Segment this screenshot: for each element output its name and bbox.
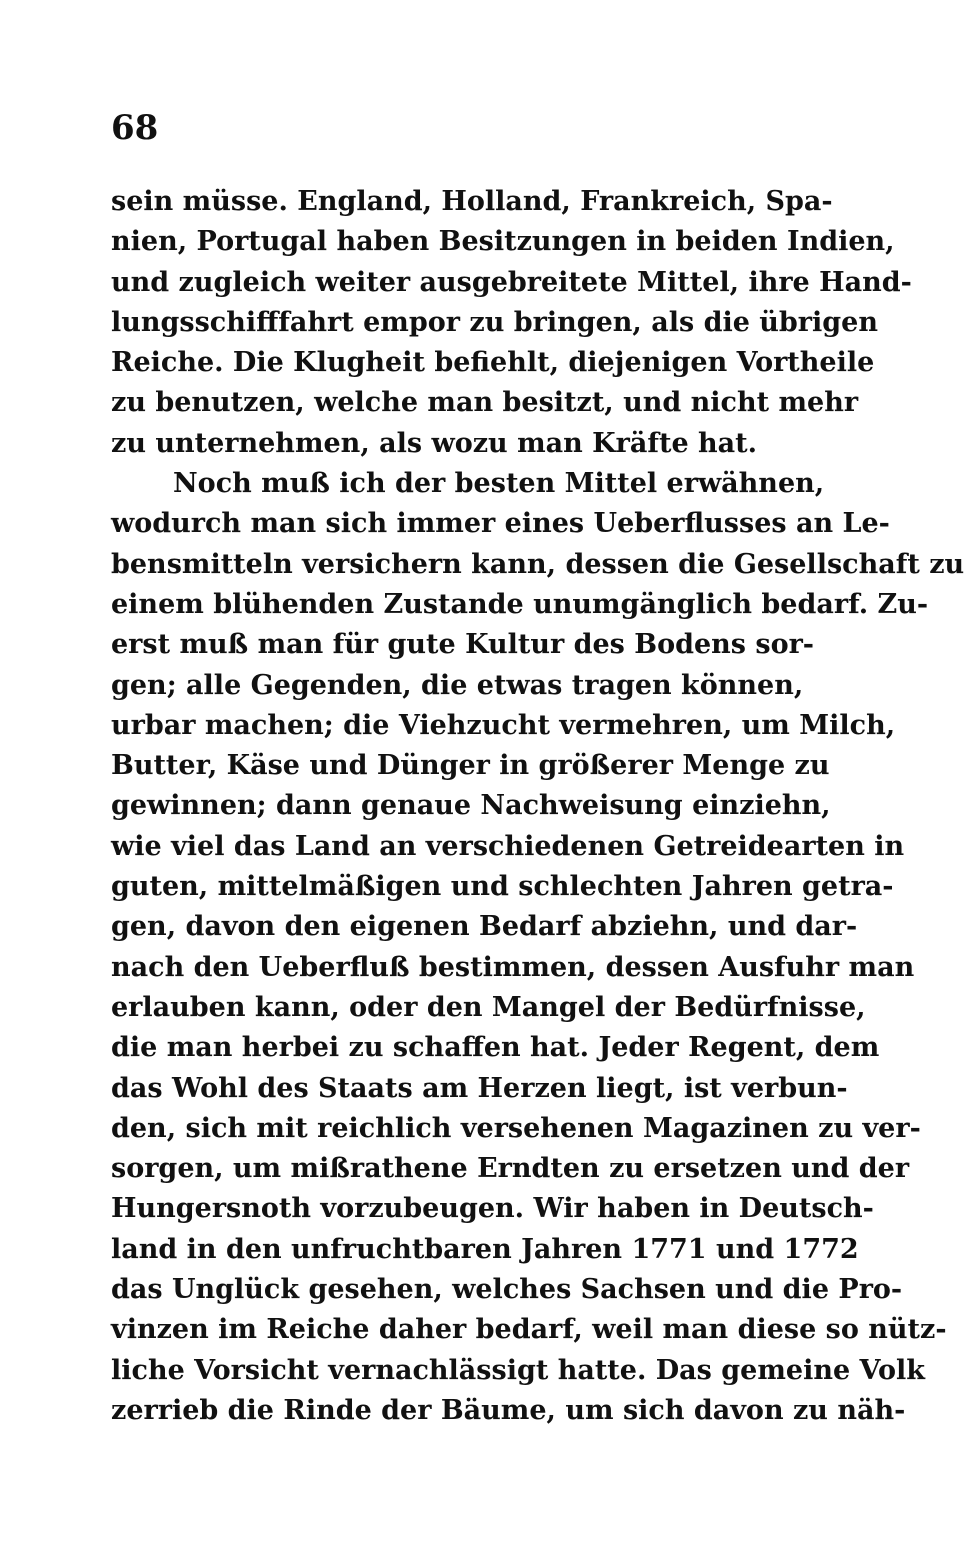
body-text <box>111 182 964 1431</box>
text-line: bensmitteln versichern kann, dessen die Gesellschaft zu <box>111 548 964 580</box>
text-line: wie viel das Land an verschiedenen Getreidearten in <box>111 830 905 862</box>
page-number: 68 <box>111 108 159 148</box>
text-line: Noch muß ich der besten Mittel erwähnen, <box>173 468 825 500</box>
text-line: Reiche. Die Klugheit befiehlt, diejenigen Vortheile <box>111 347 875 379</box>
text-line: gen, davon den eigenen Bedarf abziehn, und dar- <box>111 911 858 943</box>
text-line: erlauben kann, oder den Mangel der Bedürfnisse, <box>111 991 866 1023</box>
text-line: nien, Portugal haben Besitzungen in beiden Indien, <box>111 226 895 258</box>
text-line: den, sich mit reichlich versehenen Magazinen zu ver- <box>111 1112 921 1144</box>
text-line: lungsschifffahrt empor zu bringen, als die übrigen <box>111 306 878 338</box>
text-line: wodurch man sich immer eines Ueberflusses an Le- <box>111 508 890 540</box>
text-line: guten, mittelmäßigen und schlechten Jahren getra- <box>111 871 894 903</box>
text-line: zu unternehmen, als wozu man Kräfte hat. <box>111 427 758 459</box>
text-line: und zugleich weiter ausgebreitete Mittel, ihre Hand- <box>111 266 912 298</box>
text-line: gewinnen; dann genaue Nachweisung einziehn, <box>111 790 831 822</box>
text-line: urbar machen; die Viehzucht vermehren, um Milch, <box>111 709 896 741</box>
text-line: land in den unfruchtbaren Jahren 1771 und 1772 <box>111 1233 859 1265</box>
text-line: erst muß man für gute Kultur des Bodens sor- <box>111 629 815 661</box>
text-line: gen; alle Gegenden, die etwas tragen können, <box>111 669 804 701</box>
text-line: zu benutzen, welche man besitzt, und nicht mehr <box>111 387 859 419</box>
text-line: Butter, Käse und Dünger in größerer Menge zu <box>111 750 830 782</box>
text-line: das Unglück gesehen, welches Sachsen und die Pro- <box>111 1274 903 1306</box>
text-line: einem blühenden Zustande unumgänglich bedarf. Zu- <box>111 588 929 620</box>
text-line: Hungersnoth vorzubeugen. Wir haben in Deutsch- <box>111 1193 874 1225</box>
text-line: liche Vorsicht vernachlässigt hatte. Das gemeine Volk <box>111 1354 925 1386</box>
text-line: das Wohl des Staats am Herzen liegt, ist verbun- <box>111 1072 848 1104</box>
text-line: sorgen, um mißrathene Erndten zu ersetzen und der <box>111 1153 910 1185</box>
text-line: sein müsse. England, Holland, Frankreich, Spa- <box>111 186 833 217</box>
text-line: vinzen im Reiche daher bedarf, weil man diese so nütz- <box>111 1314 947 1346</box>
text-line: die man herbei zu schaffen hat. Jeder Regent, dem <box>111 1032 880 1064</box>
text-line: zerrieb die Rinde der Bäume, um sich davon zu näh- <box>111 1394 906 1426</box>
text-line: nach den Ueberfluß bestimmen, dessen Ausfuhr man <box>111 951 915 983</box>
